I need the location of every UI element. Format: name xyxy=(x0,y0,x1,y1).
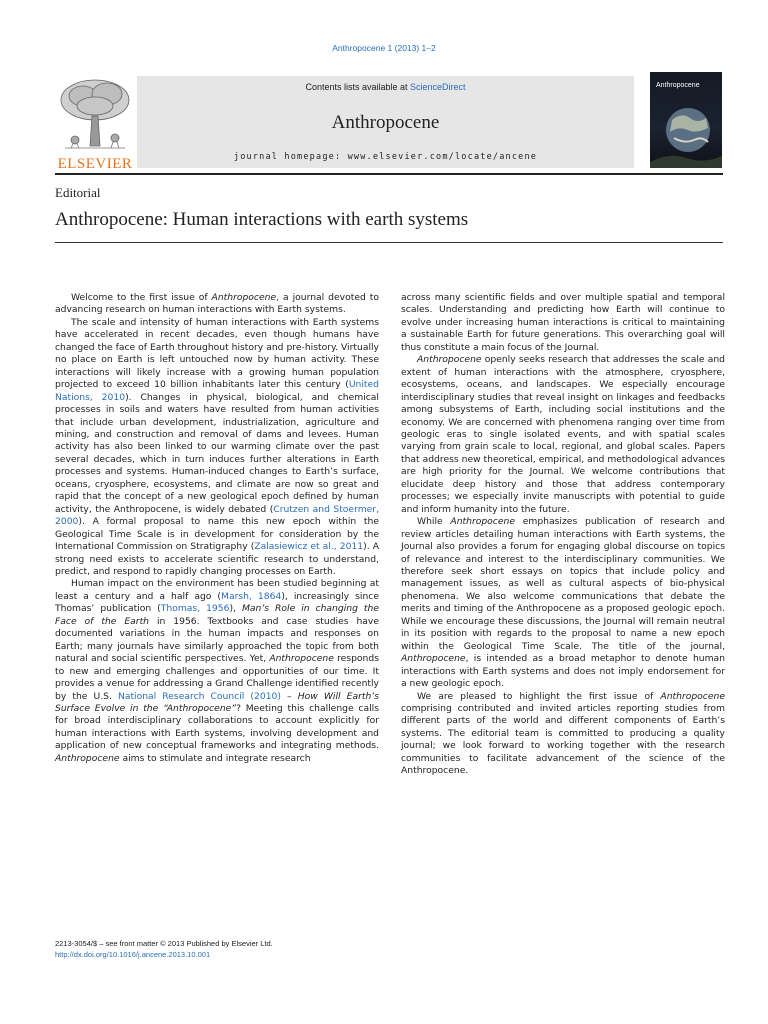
text-span: aims to stimulate and integrate research xyxy=(119,752,311,764)
text-span: emphasizes publication of research and review articles detailing human interactions with Earth systems, the Journal also provides a forum for engaging global discourse on topics of relevance and interest to the interdisciplinary communities. We therefore seek short essays on topics that include policy and management issues, as well as cultural aspects of bio-physical phenomena. We also welcome communications that debate the merits and timing of the Anthropocene as a proposed geologic epoch. While we encourage these discussions, the Journal will remain neutral in its position with regards to the proposal to name a new epoch within the Geological Time Scale. The title of the journal, xyxy=(401,516,725,652)
title-divider xyxy=(55,242,723,243)
text-span: ). A strong need exists to accelerate scientific research to understand, predict, and respond to rapidly changing processes on Earth. xyxy=(55,541,380,577)
journal-name-italic: Anthropocene xyxy=(55,752,120,764)
text-span: comprising contributed and invited articles reporting studies from different parts of the world and different components of Earth’s systems. The editorial team is committed to producing a quality journal; we look forward to working together with the research communities to facilitate advancement of the science of the Anthropocene. xyxy=(401,702,725,777)
reference-link[interactable]: Thomas, 1956 xyxy=(160,603,230,615)
text-span: We are pleased to highlight the first issue of xyxy=(417,690,661,702)
paragraph: across many scientific fields and over multiple spatial and temporal scales. Understanding and predicting how Earth will continue to evolve under increasing human interactions is critical to maintaining a sustainable Earth for future generations. This overarching goal will thus constitute a main focus of the Journal. xyxy=(401,292,725,353)
paragraph xyxy=(401,354,725,516)
reference-link[interactable]: United Nations, 2010 xyxy=(55,379,379,403)
contents-line xyxy=(137,82,634,92)
homepage-url[interactable]: www.elsevier.com/locate/ancene xyxy=(347,152,538,162)
article-section-label: Editorial xyxy=(55,185,101,200)
masthead-divider xyxy=(55,173,723,175)
issn-line: 2213-3054/$ – see front matter © 2013 Published by Elsevier Ltd. xyxy=(55,939,273,948)
journal-name-italic: Anthropocene xyxy=(417,354,482,366)
journal-homepage xyxy=(137,152,634,162)
text-span: ). Changes in physical, biological, and chemical processes in soils and waters have resulted from human activities that include urban development, industrialization, agriculture and mining, and construction and removal of dams and levees. Human activity has also been linked to our warming climate over the past several decades, which in turn induces further alterations in Earth processes and systems. Human-induced changes to Earth’s surface, oceans, cryosphere, ecosystems, and climate are now so great and rapid that the concept of a new geological epoch defined by human activity, the Anthropocene, is widely debated ( xyxy=(55,391,379,515)
earth-globe-icon xyxy=(650,72,722,168)
text-span: responds to new and emerging challenges and opportunities of our time. It provides a venue for addressing a Grand Challenge identified recently by the U.S. xyxy=(55,653,379,702)
reference-link[interactable]: National Research Council (2010) xyxy=(117,690,281,702)
sciencedirect-link[interactable]: ScienceDirect xyxy=(410,82,466,92)
article-footer xyxy=(55,938,273,960)
text-span: ? Meeting this challenge calls for broad interdisciplinary collaborations to account explicitly for human interactions with Earth systems, involving development and application of new conceptual frameworks and integrating methods. xyxy=(55,702,379,752)
body-column-left xyxy=(55,292,379,765)
reference-link[interactable]: Crutzen and Stoermer, 2000 xyxy=(55,503,380,528)
journal-name-italic: Anthropocene xyxy=(269,653,334,665)
text-span: , a journal devoted to advancing research on human interactions with Earth systems. xyxy=(55,292,379,316)
paragraph xyxy=(55,578,379,765)
text-span: openly seeks research that addresses the scale and extent of human interactions with the atmosphere, cryosphere, ecosystems, oceans, and landscapes. We especially encourage interdisciplinary studies that reveal insight on linkages and feedbacks among subsystems of Earth, including social institutions and the economy. We are concerned with phenomena ranging over time from geologic eras to single isolated events, and with spatial scales varying from grain scale to local, regional, and global scales. Papers that address new theoretical, empirical, and methodological advances are high priority for the Journal. We welcome contributions that elucidate deep history and those that address contemporary processes; we especially invite manuscripts with potential to guide and inform humanity into the future. xyxy=(401,354,725,515)
text-span: in 1956. Textbooks and case studies have documented variations in the human impacts and responses on Earth; many journals have similarly approached the topic from both natural and social scientific perspectives. Yet, xyxy=(55,615,380,665)
body-column-right xyxy=(401,292,725,778)
book-title-italic: Man’s Role in changing the Face of the Earth xyxy=(55,603,379,627)
journal-masthead xyxy=(55,72,723,172)
paragraph xyxy=(55,292,379,317)
paragraph xyxy=(401,516,725,690)
paragraph xyxy=(55,317,379,579)
journal-citation[interactable]: Anthropocene 1 (2013) 1–2 xyxy=(332,43,436,53)
text-span: While xyxy=(417,516,451,528)
reference-link[interactable]: Marsh, 1864 xyxy=(221,590,282,602)
text-span: ), increasingly since Thomas’ publication ( xyxy=(55,590,380,615)
text-span: The scale and intensity of human interactions with Earth systems have accelerated in recent decades, even though humans have changed the face of Earth throughout history and pre-history. Virtually no place on Earth is left untouched now by human activity. These interactions will likely increase with a growing human population projected to exceed 10 billion inhabitants later this century ( xyxy=(55,316,379,391)
journal-name-italic: Anthropocene xyxy=(660,690,725,702)
journal-name: Anthropocene xyxy=(331,112,440,133)
report-title-italic: How Will Earth’s Surface Evolve in the “Anthropocene” xyxy=(55,690,379,714)
journal-cover-image[interactable] xyxy=(650,72,722,168)
homepage-prefix: journal homepage: xyxy=(233,152,348,162)
reference-link[interactable]: Zalasiewicz et al., 2011 xyxy=(254,541,364,553)
text-span: , is intended as a broad metaphor to denote human interactions with Earth systems and does not imply endorsement for a new geologic epoch. xyxy=(401,653,725,690)
contents-prefix: Contents lists available at xyxy=(305,82,411,92)
text-span: ). A formal proposal to name this new epoch within the Geological Time Scale is in development for consideration by the International Commission on Stratigraphy ( xyxy=(55,516,379,553)
journal-name-italic: Anthropocene xyxy=(401,653,466,665)
cover-title: Anthropocene xyxy=(656,82,700,89)
article-title: Anthropocene: Human interactions with earth systems xyxy=(55,209,469,230)
elsevier-tree-icon xyxy=(55,76,135,154)
journal-name-italic: Anthropocene xyxy=(211,292,277,303)
elsevier-wordmark: ELSEVIER xyxy=(57,156,133,172)
text-span: ), xyxy=(229,603,242,615)
doi-link[interactable]: http://dx.doi.org/10.1016/j.ancene.2013.10.001 xyxy=(55,950,211,959)
paragraph xyxy=(401,691,725,778)
text-span: – xyxy=(280,690,298,702)
text-span: Welcome to the first issue of xyxy=(71,292,212,303)
journal-name-italic: Anthropocene xyxy=(450,516,515,528)
elsevier-logo[interactable] xyxy=(55,76,135,170)
text-span: Human impact on the environment has been studied beginning at least a century and a half ago ( xyxy=(55,578,379,602)
journal-banner xyxy=(137,76,634,168)
